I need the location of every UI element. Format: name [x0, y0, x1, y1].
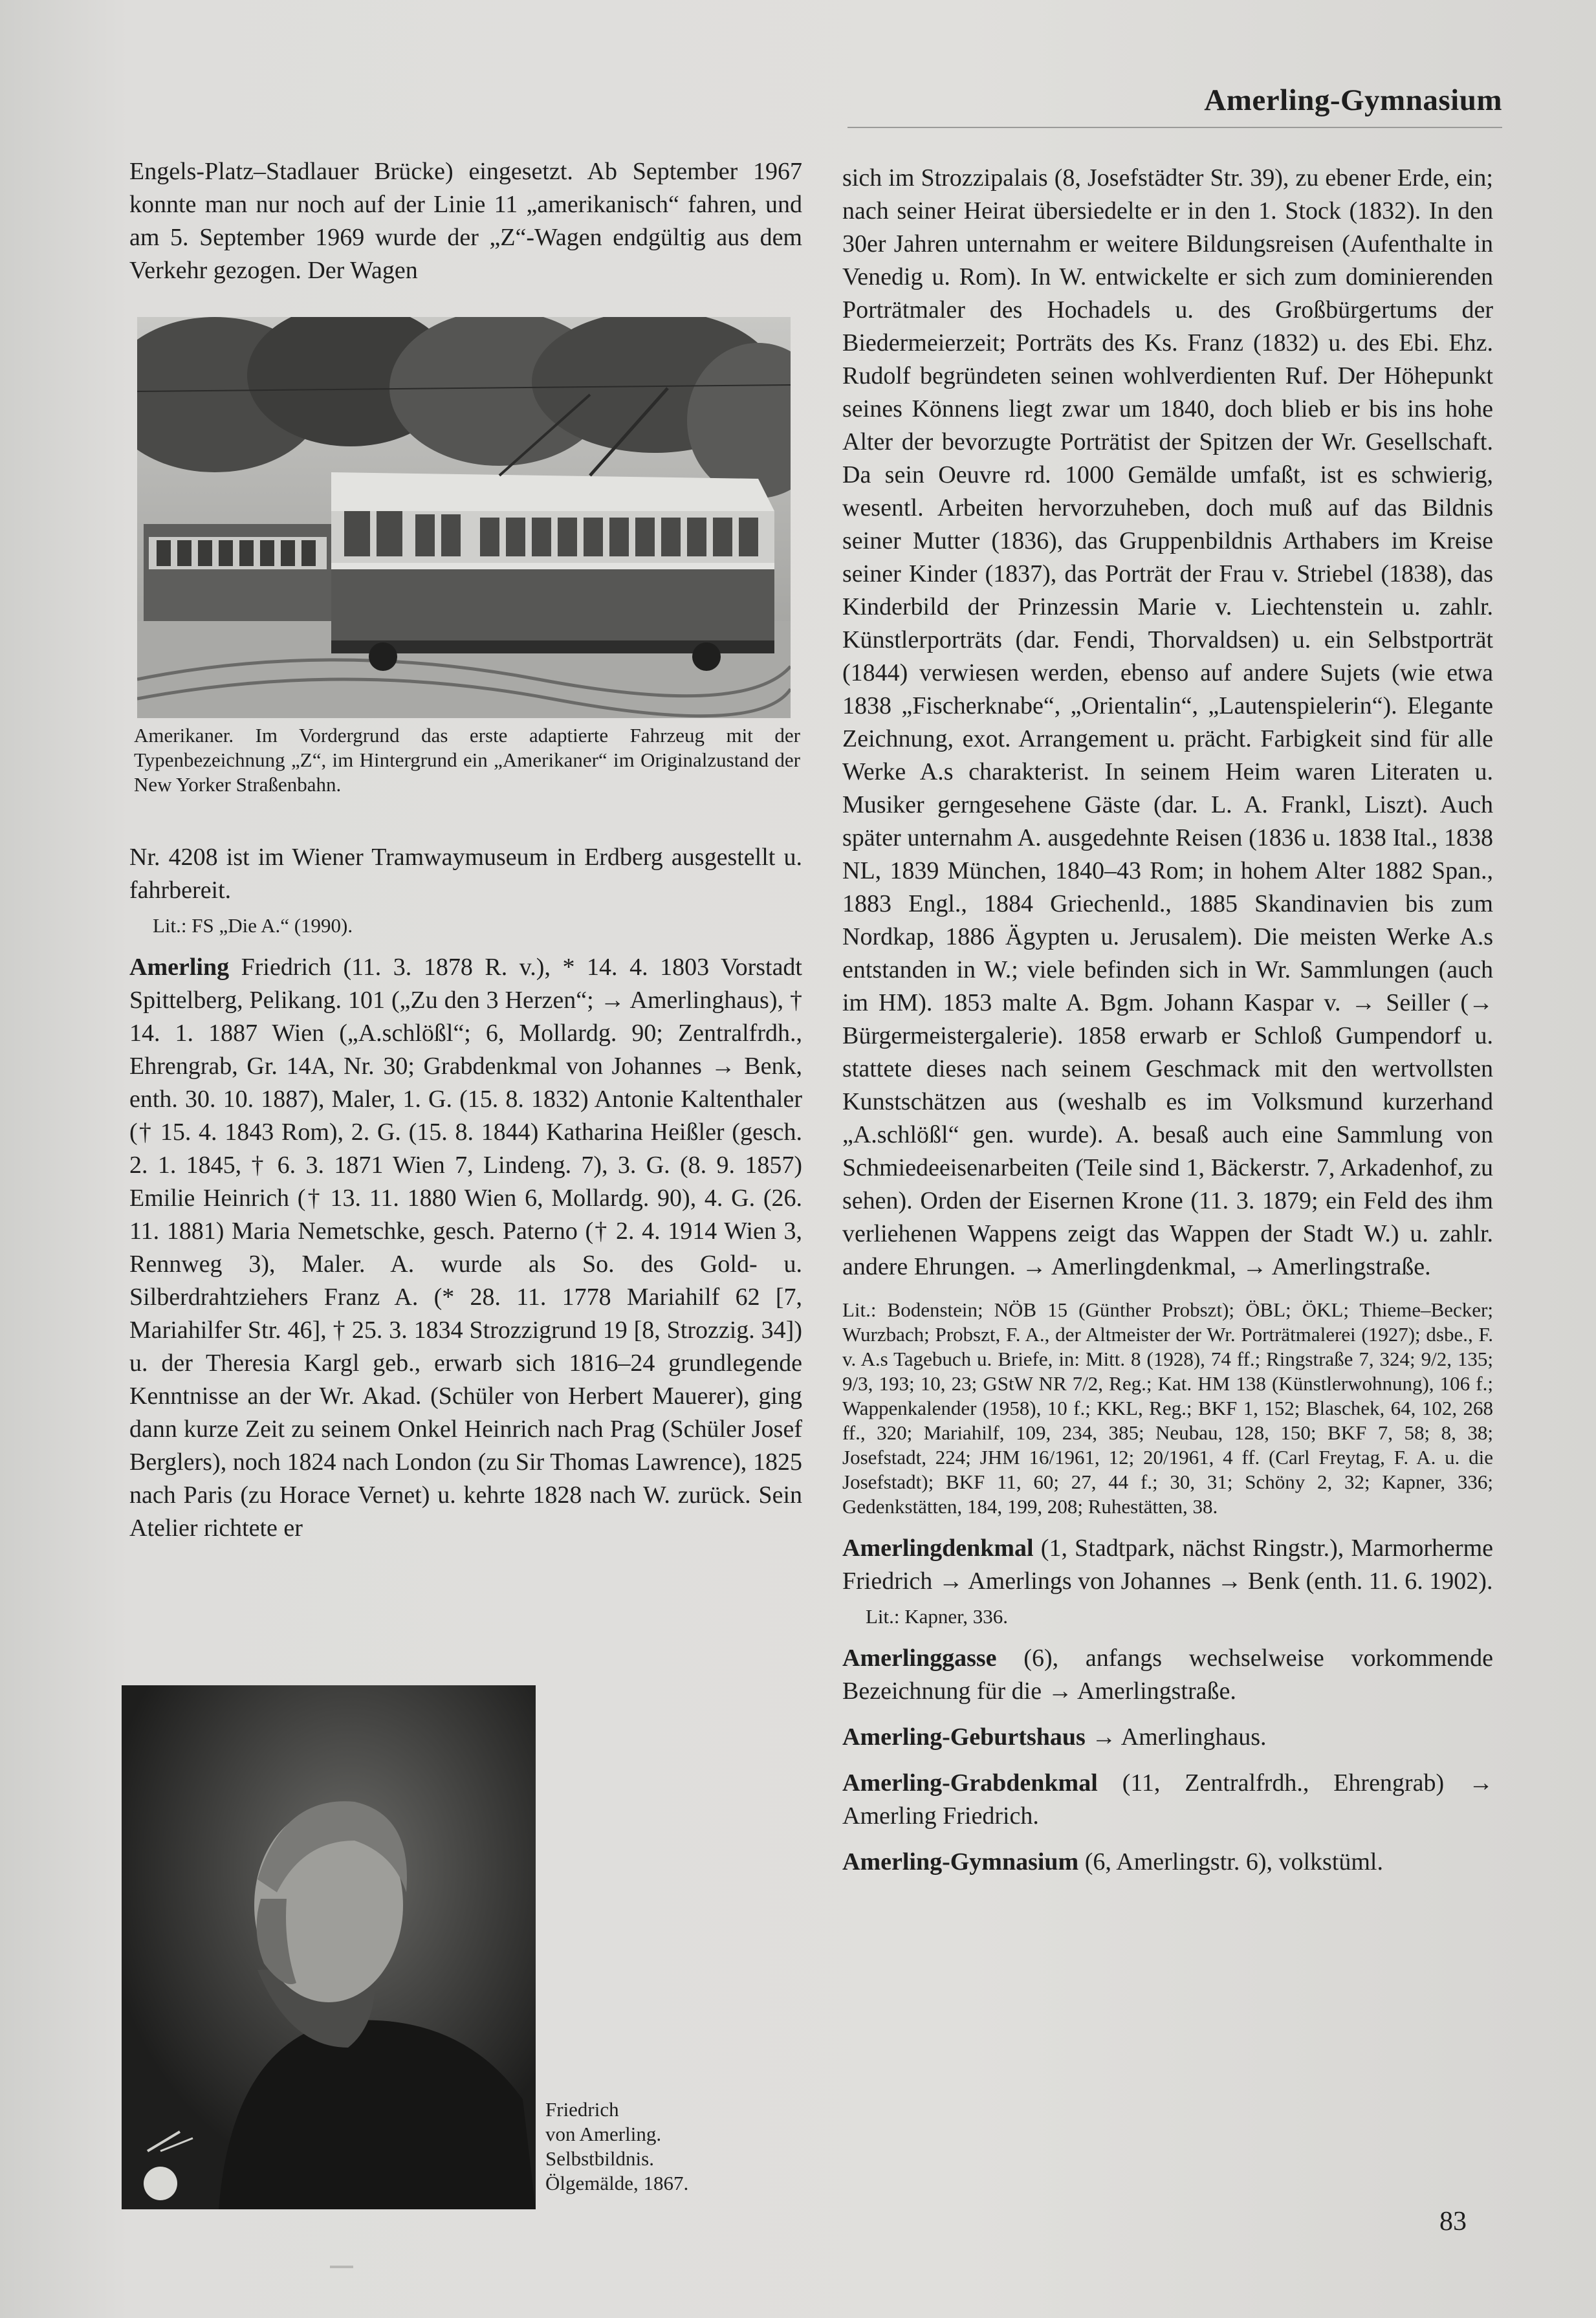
entry-amerling-geburtshaus [842, 1721, 1493, 1754]
literature-note-3: Lit.: Kapner, 336. [866, 1605, 1009, 1628]
intro-paragraph: Engels-Platz–Stadlauer Brücke) eingesetzt. Ab September 1967 konnte man nur noch auf der Linie 11 „amerikanisch“ fahren, und am 5. September 1969 wurde der „Z“-Wagen endgültig aus dem Verkehr gezogen. Der Wagen [129, 158, 802, 284]
entry-amerling-headword: Amerling [129, 954, 230, 981]
museum-paragraph: Nr. 4208 ist im Wiener Tramwaymuseum in Erdberg ausgestellt u. fahrbereit. [129, 844, 802, 904]
tram-caption: Amerikaner. Im Vordergrund das erste adaptierte Fahrzeug mit der Typenbezeichnung „Z“, im Hintergrund ein „Amerikaner“ im Originalzustand der New Yorker Straßenbahn. [134, 724, 800, 796]
portrait-caption [545, 2097, 759, 2196]
literature-note-1: Lit.: FS „Die A.“ (1990). [153, 914, 353, 937]
portrait-caption-line: von Amerling. [545, 2123, 662, 2145]
portrait-caption-line: Ölgemälde, 1867. [545, 2172, 689, 2194]
right-column [842, 162, 1493, 1879]
entry-amerlingdenkmal-headword: Amerlingdenkmal [842, 1535, 1034, 1562]
left-column-intro [129, 155, 802, 287]
entry-amerling-gymnasium-text: (6, Amerlingstr. 6), volkstüml. [1078, 1848, 1383, 1875]
portrait-painting [122, 1685, 536, 2209]
entry-amerlingdenkmal-text: (1, Stadtpark, nächst Ringstr.), Marmorherme Friedrich → Amerlings von Johannes → Benk (enth. 11. 6. 1902). [842, 1535, 1493, 1595]
amerling-continuation: sich im Strozzipalais (8, Josefstädter Str. 39), zu ebener Erde, ein; nach seiner Heirat übersiedelte er in den 1. Stock (1832). In den 30er Jahren unternahm er weitere Bildungsreisen (Aufenthalte in Venedig u. Rom). In W. entwickelte er sich zum dominierenden Porträtmaler des Hochadels u. des Großbürgertums der Biedermeierzeit; Porträts des Ks. Franz (1832) u. des Ebi. Ehz. Rudolf begründeten seinen wohlverdienten Ruf. Der Höhepunkt seines Könnens liegt zwar um 1840, doch blieb er bis ins hohe Alter der bevorzugte Porträtist der Spitzen der Wr. Gesellschaft. Da sein Oeuvre rd. 1000 Gemälde umfaßt, ist es schwierig, wesentl. Arbeiten hervorzuheben, doch muß auf das Bildnis seiner Mutter (1836), das Gruppenbildnis Arthabers im Kreise seiner Kinder (1837), das Porträt der Frau v. Striebel (1838), das Kinderbild der Prinzessin Marie v. Liechtenstein u. zahlr. Künstlerporträts (dar. Fendi, Thorvaldsen) u. ein Selbstporträt (1844) verwiesen werden, ebenso auf andere Sujets (wie etwa 1838 „Fischerknabe“, „Orientalin“, „Lautenspielerin“). Elegante Zeichnung, exot. Arrangement u. prächt. Farbigkeit sind für alle Werke A.s charakterist. In seinem Heim waren Literaten u. Musiker gerngesehene Gäste (dar. L. A. Frankl, Liszt). Auch später unternahm A. ausgedehnte Reisen (1836 u. 1838 Ital., 1838 NL, 1839 München, 1840–43 Rom; in hohem Alter 1882 Span., 1883 Engl., 1884 Griechenld., 1885 Skandinavien bis zum Nordkap, 1886 Ägypten u. Jerusalem). Die meisten Werke A.s entstanden in W.; viele befinden sich in Wr. Sammlungen (auch im HM). 1853 malte A. Bgm. Johann Kaspar v. → Seiller (→ Bürgermeistergalerie). 1858 erwarb er Schloß Gumpendorf u. stattete dieses nach seinem Geschmack mit den wertvollsten Kunstschätzen aus (weshalb es im Volksmund kurzerhand „A.schlößl“ gen. wurde). A. besaß auch eine Sammlung von Schmiedeeisenarbeiten (Teile sind 1, Bäckerstr. 7, Arkadenhof, zu sehen). Orden der Eisernen Krone (11. 3. 1879; ein Feld des ihm verliehenen Wappens zeigt das Wappen der Stadt W.) u. zahlr. andere Ehrungen. → Amerlingdenkmal, → Amerlingstraße. [842, 164, 1493, 1280]
entry-amerlinggasse-text: (6), anfangs wechselweise vorkommende Bezeichnung für die → Amerlingstraße. [842, 1645, 1493, 1705]
portrait-caption-line: Friedrich [545, 2098, 619, 2121]
entry-amerling-gymnasium [842, 1846, 1493, 1879]
entry-amerling-grabdenkmal-text: (11, Zentralfrdh., Ehrengrab) → Amerling Friedrich. [842, 1769, 1493, 1830]
literature-note-2: Lit.: Bodenstein; NÖB 15 (Günther Probszt); ÖBL; ÖKL; Thieme–Becker; Wurzbach; Probszt, F. A., der Altmeister der Wr. Porträtmalerei (1927); dsbe., F. v. A.s Tagebuch u. Briefe, in: Mitt. 8 (1928), 74 ff.; Ringstraße 7, 324; 9/2, 135; 9/3, 193; 10, 23; GStW NR 7/2, Reg.; Kat. HM 138 (Künstlerwohnung), 106 f.; Wappenkalender (1958), 10 f.; KKL, Reg.; BKF 1, 152; Blaschek, 64, 102, 268 ff., 320; Mariahilf, 109, 234, 385; Neubau, 128, 150; BKF 7, 58; 8, 38; Josefstadt, 224; JHM 16/1961, 12; 20/1961, 4 ff. (Carl Freytag, F. A. u. die Josefstadt); BKF 11, 60; 27, 44 f.; 30, 31; Schöny 2, 32; Kapner, 336; Gedenkstätten, 184, 199, 208; Ruhestätten, 38. [842, 1298, 1493, 1518]
running-head: Amerling-Gymnasium [1204, 83, 1502, 117]
entry-amerling-geburtshaus-headword: Amerling-Geburtshaus [842, 1723, 1086, 1751]
entry-amerling-gymnasium-headword: Amerling-Gymnasium [842, 1848, 1079, 1875]
entry-amerling-text: Friedrich (11. 3. 1878 R. v.), * 14. 4. 1803 Vorstadt Spittelberg, Pelikang. 101 („Zu den 3 Herzen“; → Amerlinghaus), † 14. 1. 1887 Wien („A.schlößl“; 6, Mollardg. 90; Zentralfrdh., Ehrengrab, Gr. 14A, Nr. 30; Grabdenkmal von Johannes → Benk, enth. 30. 10. 1887), Maler, 1. G. (15. 8. 1832) Antonie Kaltenthaler († 15. 4. 1843 Rom), 2. G. (15. 8. 1844) Katharina Heißler (gesch. 2. 1. 1845, † 6. 3. 1871 Wien 7, Lindeng. 7), 3. G. (8. 9. 1857) Emilie Heinrich († 13. 11. 1880 Wien 6, Mollardg. 90), 4. G. (26. 11. 1881) Maria Nemetschke, gesch. Paterno († 2. 4. 1914 Wien 3, Rennweg 3), Maler. A. wurde als So. des Gold- u. Silberdrahtziehers Franz A. (* 28. 11. 1778 Mariahilf 62 [7, Mariahilfer Str. 46], † 25. 3. 1834 Strozzigrund 19 [8, Strozzig. 34]) u. der Theresia Kargl geb., erwarb sich 1816–24 grundlegende Kenntnisse an der Wr. Akad. (Schüler von Herbert Mauerer), ging dann kurze Zeit zu seinem Onkel Heinrich nach Prag (Schüler Josef Berglers), noch 1824 nach London (zu Sir Thomas Lawrence), 1825 nach Paris (zu Horace Vernet) u. kehrte 1828 nach W. zurück. Sein Atelier richtete er [129, 954, 802, 1542]
portrait-caption-line: Selbstbildnis. [545, 2147, 654, 2170]
header-rule [847, 127, 1502, 128]
fold-mark [330, 2266, 353, 2268]
entry-amerlingdenkmal [842, 1532, 1493, 1598]
entry-amerlinggasse-headword: Amerlinggasse [842, 1645, 997, 1672]
entry-amerling-grabdenkmal [842, 1767, 1493, 1833]
page-number: 83 [1439, 2207, 1467, 2236]
left-column-body [129, 841, 802, 1545]
entry-amerling [129, 951, 802, 1545]
entry-amerling-grabdenkmal-headword: Amerling-Grabdenkmal [842, 1769, 1098, 1797]
entry-amerlinggasse [842, 1642, 1493, 1708]
entry-amerling-geburtshaus-text: → Amerlinghaus. [1085, 1723, 1267, 1751]
tram-photo [137, 317, 791, 718]
